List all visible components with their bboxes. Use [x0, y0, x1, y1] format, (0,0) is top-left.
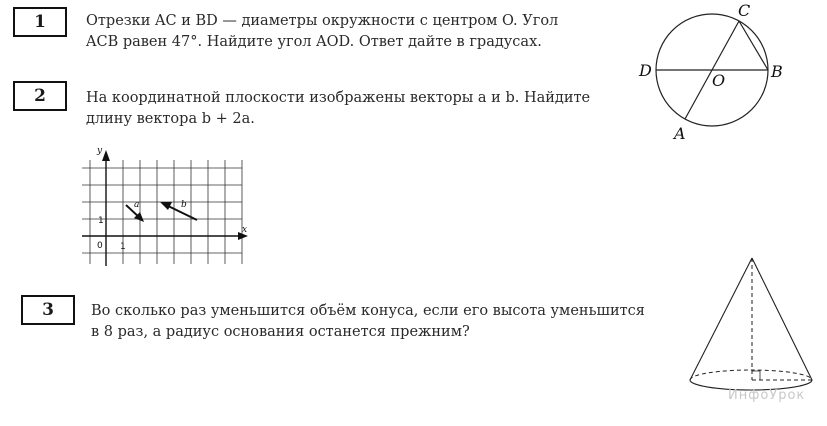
vector-b-label: b [181, 200, 187, 210]
label-c: C [738, 1, 751, 20]
vector-grid [76, 144, 252, 268]
problem-2-line-1: На координатной плоскости изображены векторы a и b. Найдите [86, 90, 591, 106]
circle-diagram [630, 0, 790, 148]
problem-number-3: 3 [21, 295, 75, 325]
problem-number-2: 2 [13, 81, 67, 111]
label-a: A [674, 124, 686, 143]
problem-1-line-1: Отрезки AC и BD — диаметры окружности с центром O. Угол [86, 13, 559, 29]
problem-3-text [91, 301, 681, 343]
right-angle-mark [752, 371, 760, 380]
cone-right-edge [752, 258, 812, 380]
origin-label: 0 [97, 241, 103, 251]
problem-2-line-2: длину вектора b + 2a. [86, 111, 255, 127]
problem-number-1: 1 [13, 7, 67, 37]
chord-cb [739, 21, 768, 70]
vector-a-label: a [134, 200, 140, 210]
problem-3-line-1: Во сколько раз уменьшится объём конуса, если его высота уменьшится [91, 303, 645, 319]
cone-diagram [680, 250, 820, 400]
label-o: O [712, 71, 726, 90]
problem-3-line-2: в 8 раз, а радиус основания останется прежним? [91, 324, 470, 340]
label-d: D [639, 61, 652, 80]
cone-left-edge [690, 258, 752, 380]
problem-1-text [86, 11, 631, 53]
watermark: ИнфоУрок [728, 388, 806, 403]
problem-2-text [86, 88, 631, 130]
base-back-arc [690, 370, 812, 380]
axis-y-label: y [97, 146, 103, 156]
tick-y-label: 1 [98, 216, 104, 226]
label-b: B [771, 62, 783, 81]
problem-1-line-2: ACB равен 47°. Найдите угол AOD. Ответ дайте в градусах. [86, 34, 542, 50]
tick-x-label: 1 [120, 242, 126, 252]
y-axis-arrow [102, 150, 110, 161]
axis-x-label: x [242, 225, 248, 235]
